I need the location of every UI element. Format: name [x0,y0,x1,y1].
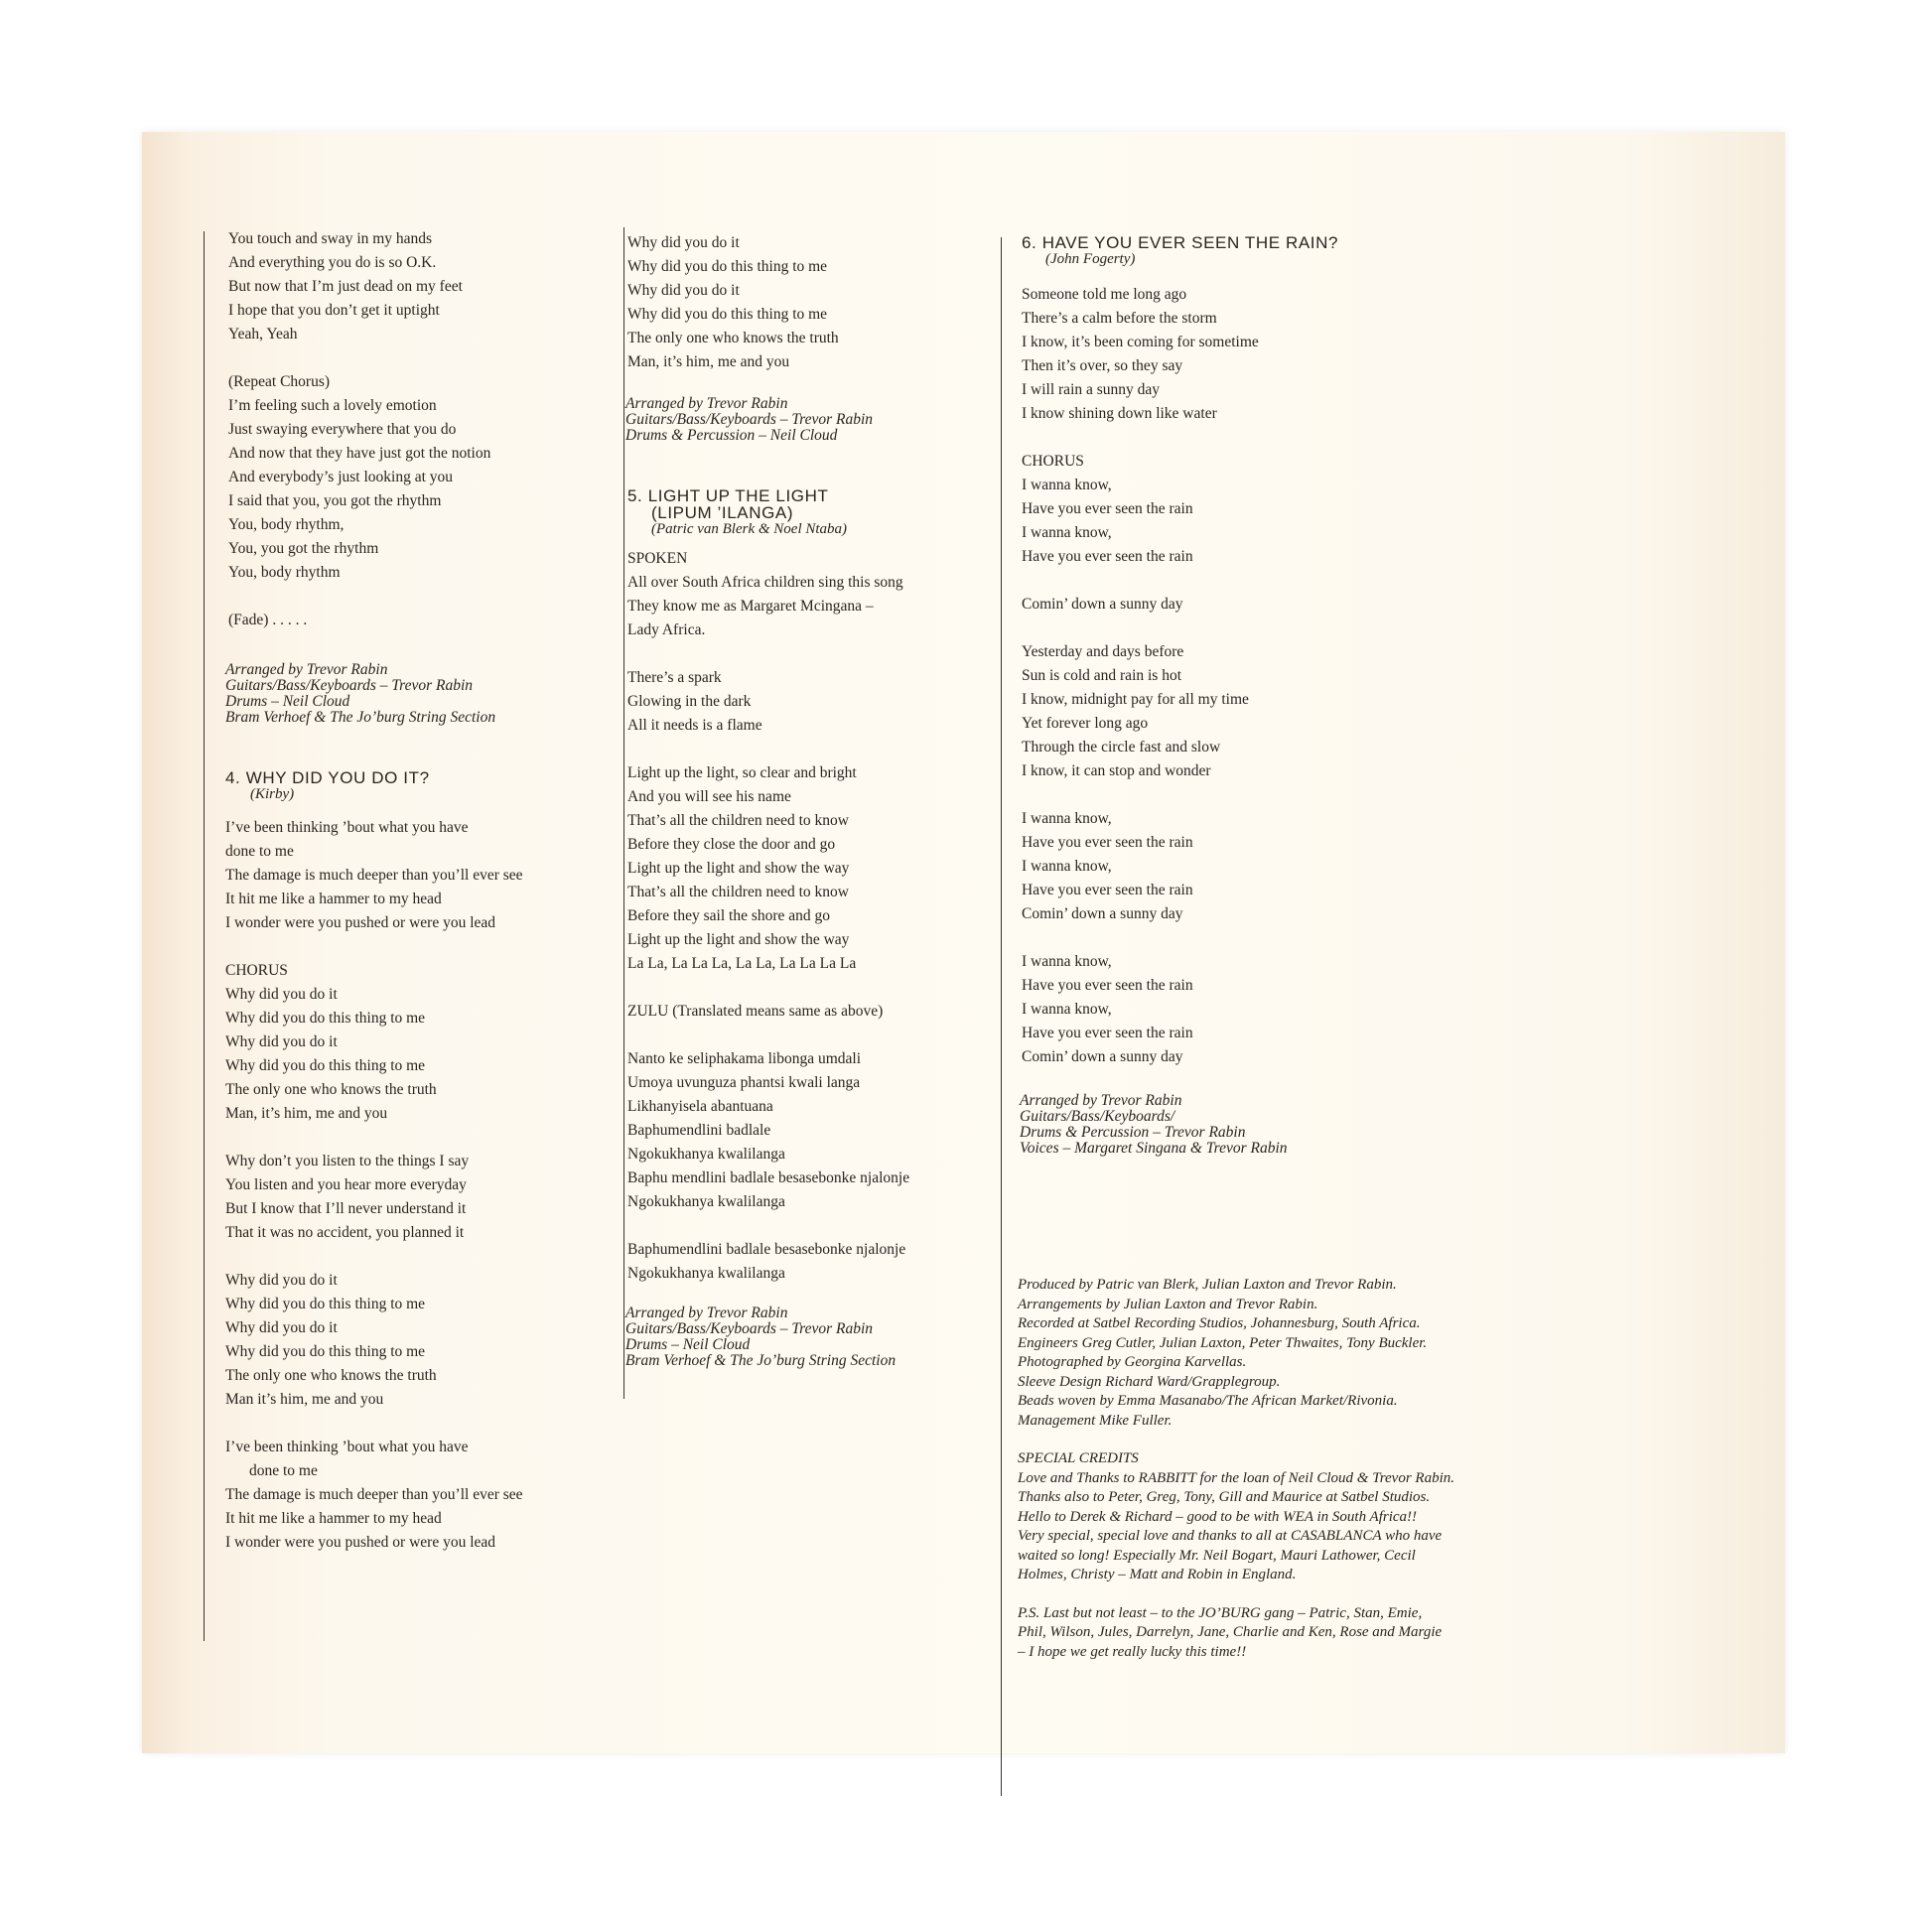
stanza [225,1150,523,1245]
lyric-line: Ngokukhanya kwalilanga [627,1146,785,1163]
credit-line: Hello to Derek & Richard – good to be with WEA in South Africa!! [1018,1508,1418,1525]
song-title: 4. WHY DID YOU DO IT? [225,768,430,787]
lyric-line: They know me as Margaret Mcingana – [627,598,874,615]
lyric-line: Why did you do it [225,986,338,1003]
lyric-line: Glowing in the dark [627,693,752,710]
lyric-line: Ngokukhanya kwalilanga [627,1193,785,1210]
song-body [1022,283,1454,1069]
lyric-line: I know, it’s been coming for sometime [1022,334,1259,350]
lyric-line: I wanna know, [1022,477,1112,493]
credit-line: Guitars/Bass/Keyboards/ [1020,1108,1175,1125]
song-author: (Kirby) [250,786,295,802]
lyric-line: I know shining down like water [1022,405,1217,422]
lyric-line: I wonder were you pushed or were you lead [225,914,496,931]
lyric-line: Comin’ down a sunny day [1022,1048,1183,1065]
lyric-line: Yeah, Yeah [228,326,298,343]
lyric-line: I know, midnight pay for all my time [1022,691,1249,708]
credit-line: Drums – Neil Cloud [225,693,350,710]
lyric-line: That’s all the children need to know [627,884,849,900]
lyric-line: Have you ever seen the rain [1022,500,1193,517]
lyric-line: (Fade) . . . . . [228,612,308,628]
chorus [1022,450,1454,569]
chorus [225,959,523,1126]
lyric-line: Before they close the door and go [627,836,836,853]
lyric-line: I said that you, you got the rhythm [228,492,442,509]
lyric-line: Yesterday and days before [1022,643,1184,660]
lyric-line: I’m feeling such a lovely emotion [228,397,437,414]
lyric-line: I wanna know, [1022,858,1112,875]
column-3 [1018,234,1454,1662]
lyric-line: Just swaying everywhere that you do [228,421,457,438]
lyric-line: Have you ever seen the rain [1022,1025,1193,1041]
lyric-line: And everything you do is so O.K. [228,254,437,271]
lyric-line: Baphumendlini badlale [627,1122,771,1139]
stanza [1022,640,1454,783]
credit-line: Drums & Percussion – Trevor Rabin [1020,1124,1246,1141]
lyric-line: Through the circle fast and slow [1022,739,1221,755]
credit-line: Bram Verhoef & The Jo’burg String Section [225,709,496,726]
credit-line: Arranged by Trevor Rabin [225,661,388,678]
lyric-line: It hit me like a hammer to my head [225,891,442,907]
credit-line: Voices – Margaret Singana & Trevor Rabin [1020,1140,1288,1157]
lyric-line: Why did you do this thing to me [225,1296,426,1312]
column-rule-1 [204,231,205,1641]
lyric-line: done to me [225,843,294,860]
special-credits-heading: SPECIAL CREDITS [1018,1450,1139,1466]
stanza [1022,950,1454,1069]
lyric-line: Why did you do this thing to me [627,258,828,275]
stanza [225,816,523,935]
lyric-line: I wonder were you pushed or were you lead [225,1534,496,1551]
stanza [627,666,909,738]
lyric-line: Lady Africa. [627,621,706,638]
lyric-line: Sun is cold and rain is hot [1022,667,1182,684]
lyric-line: Have you ever seen the rain [1022,834,1193,851]
lyric-line: I wanna know, [1022,524,1112,541]
lyric-line: Why did you do it [627,282,740,299]
lyric-line: It hit me like a hammer to my head [225,1510,442,1527]
lyric-line: Why did you do it [225,1033,338,1050]
lyric-line: Before they sail the shore and go [627,907,831,924]
column-1 [225,227,523,1579]
column-2 [625,231,909,1369]
lyric-line: CHORUS [225,962,288,979]
song-5 [625,487,909,1369]
song-6 [1018,234,1454,1157]
song-title-subtitle: (LIPUM ’ILANGA) [651,503,794,522]
lyric-line: Man, it’s him, me and you [627,353,790,370]
lyric-line: I know, it can stop and wonder [1022,762,1211,779]
production-line: Photographed by Georgina Karvellas. [1018,1354,1247,1370]
lyric-line: And now that they have just got the notion [228,445,491,462]
lyric-line: Light up the light and show the way [627,860,850,877]
lyric-line: Light up the light and show the way [627,931,850,948]
credit-line: Thanks also to Peter, Greg, Tony, Gill and Maurice at Satbel Studios. [1018,1489,1431,1505]
stanza [228,227,523,346]
lyric-line: But now that I’m just dead on my feet [228,278,463,295]
lyric-line: And you will see his name [627,788,791,805]
stanza [225,1269,523,1412]
song-author: (Patric van Blerk & Noel Ntaba) [651,521,848,537]
lyric-line: Have you ever seen the rain [1022,548,1193,565]
lyric-line: That it was no accident, you planned it [225,1224,465,1241]
arrangement-credits [625,396,909,444]
lyric-line: Why did you do this thing to me [225,1343,426,1360]
lyric-line: Why did you do this thing to me [627,306,828,323]
production-line: Produced by Patric van Blerk, Julian Laxton and Trevor Rabin. [1018,1277,1397,1293]
lyric-line: Umoya uvunguza phantsi kwali langa [627,1074,861,1091]
lyric-line: Ngokukhanya kwalilanga [627,1265,785,1282]
lyric-line: (Repeat Chorus) [228,373,331,390]
column-rule-2 [623,227,624,1399]
production-line: Recorded at Satbel Recording Studios, Johannesburg, South Africa. [1018,1315,1421,1331]
lyric-line: I wanna know, [1022,1001,1112,1018]
lyric-line: You listen and you hear more everyday [225,1176,467,1193]
arrangement-credits [625,1305,909,1369]
credit-line: Guitars/Bass/Keyboards – Trevor Rabin [625,1320,874,1337]
postscript-line: P.S. Last but not least – to the JO’BURG gang – Patric, Stan, Emie, [1018,1604,1423,1621]
lyric-line: Likhanyisela abantuana [627,1098,773,1115]
column-rule-3 [1001,237,1002,1796]
credit-line: waited so long! Especially Mr. Neil Bogart, Mauri Lathower, Cecil [1018,1547,1416,1564]
lyric-line: Nanto ke seliphakama libonga umdali [627,1050,862,1067]
lyric-line: All it needs is a flame [627,717,762,734]
lyric-line: CHORUS [1022,453,1084,470]
lyric-line: But I know that I’ll never understand it [225,1200,467,1217]
lyric-line: There’s a calm before the storm [1022,310,1217,327]
lyric-line: Why did you do this thing to me [225,1057,426,1074]
song-body [627,547,909,1369]
credit-line: Love and Thanks to RABBITT for the loan of Neil Cloud & Trevor Rabin. [1018,1469,1455,1486]
credit-line: Drums & Percussion – Neil Cloud [625,427,838,444]
lyric-line: Man, it’s him, me and you [225,1105,388,1122]
credit-line: Drums – Neil Cloud [625,1336,751,1353]
lyric-line: Have you ever seen the rain [1022,977,1193,994]
lyric-line: And everybody’s just looking at you [228,469,454,485]
stanza [228,609,523,632]
lyric-line: Why did you do this thing to me [225,1010,426,1027]
lyric-line: The damage is much deeper than you’ll ever see [225,867,523,884]
stanza [228,370,523,585]
postscript-line: Phil, Wilson, Jules, Darrelyn, Jane, Charlie and Ken, Rose and Margie [1018,1624,1443,1640]
credit-line: Very special, special love and thanks to all at CASABLANCA who have [1018,1528,1443,1544]
lyric-line: I hope that you don’t get it uptight [228,302,440,319]
credit-line: Arranged by Trevor Rabin [625,1304,788,1321]
credit-line: Guitars/Bass/Keyboards – Trevor Rabin [625,411,874,428]
lyric-line: The only one who knows the truth [225,1081,437,1098]
lyric-line: Yet forever long ago [1022,715,1149,732]
lyric-line: I’ve been thinking ’bout what you have [225,1439,469,1455]
arrangement-credits [1020,1093,1454,1157]
production-line: Beads woven by Emma Masanabo/The African Market/Rivonia. [1018,1393,1398,1409]
lyric-line: Light up the light, so clear and bright [627,764,857,781]
lyric-line: You touch and sway in my hands [228,230,433,247]
postscript [1018,1604,1454,1663]
credit-line: Holmes, Christy – Matt and Robin in England. [1018,1567,1297,1582]
lyric-line: That’s all the children need to know [627,812,849,829]
credit-line: Arranged by Trevor Rabin [1020,1092,1182,1109]
lyric-line: I will rain a sunny day [1022,381,1161,398]
arrangement-credits [225,662,523,726]
stanza [627,761,909,976]
production-line: Engineers Greg Cutler, Julian Laxton, Peter Thwaites, Tony Buckler. [1018,1334,1428,1351]
song-4 [225,769,523,1555]
lyric-line: Someone told me long ago [1022,286,1187,303]
credit-line: Bram Verhoef & The Jo’burg String Section [625,1352,897,1369]
stanza [1022,283,1454,426]
stanza [627,231,909,374]
lyric-line: All over South Africa children sing this song [627,574,903,591]
stanza [627,1047,909,1214]
stanza [627,547,909,642]
special-credits [1018,1449,1454,1585]
lyric-line: I’ve been thinking ’bout what you have [225,819,469,836]
song-title: 5. LIGHT UP THE LIGHT [627,486,829,505]
stanza [627,1238,909,1286]
lyric-line: Comin’ down a sunny day [1022,596,1183,613]
lyric-line: done to me [249,1462,318,1479]
lyric-line: The damage is much deeper than you’ll ever see [225,1486,523,1503]
lyric-line: Why did you do it [225,1319,338,1336]
stanza [1022,593,1454,617]
production-line: Arrangements by Julian Laxton and Trevor Rabin. [1018,1296,1318,1312]
lyric-line: Man it’s him, me and you [225,1391,384,1408]
lyric-line: You, you got the rhythm [228,540,379,557]
lyric-line: You, body rhythm [228,564,341,581]
lyric-line: Comin’ down a sunny day [1022,905,1183,922]
postscript-line: – I hope we get really lucky this time!! [1018,1643,1247,1660]
lyric-line: The only one who knows the truth [627,330,839,346]
lyric-line: You, body rhythm, [228,516,345,533]
lyric-line: Why don’t you listen to the things I say [225,1153,470,1169]
lyric-line: I wanna know, [1022,810,1112,827]
lyric-line: Then it’s over, so they say [1022,357,1183,374]
song-title: 6. HAVE YOU EVER SEEN THE RAIN? [1022,233,1339,252]
lyric-line: Why did you do it [627,234,740,251]
lyric-line: SPOKEN [627,550,688,567]
credit-line: Arranged by Trevor Rabin [625,395,788,412]
production-line: Management Mike Fuller. [1018,1412,1173,1429]
song-author: (John Fogerty) [1045,251,1136,267]
lyric-sheet [142,132,1785,1753]
lyric-line: Baphumendlini badlale besasebonke njalonje [627,1241,906,1258]
stanza [1022,807,1454,926]
production-line: Sleeve Design Richard Ward/Grapplegroup. [1018,1373,1281,1390]
lyric-line: There’s a spark [627,669,722,686]
lyric-line: Why did you do it [225,1272,338,1289]
stanza [627,1000,909,1024]
lyric-line: Baphu mendlini badlale besasebonke njalonje [627,1169,910,1186]
lyric-line: La La, La La La, La La, La La La La [627,955,857,972]
stanza [225,1436,523,1555]
lyric-line: The only one who knows the truth [225,1367,437,1384]
lyric-line: I wanna know, [1022,953,1112,970]
credit-line: Guitars/Bass/Keyboards – Trevor Rabin [225,677,474,694]
lyric-line: ZULU (Translated means same as above) [627,1003,884,1020]
lyric-line: Have you ever seen the rain [1022,882,1193,898]
production-notes [1018,1276,1454,1431]
